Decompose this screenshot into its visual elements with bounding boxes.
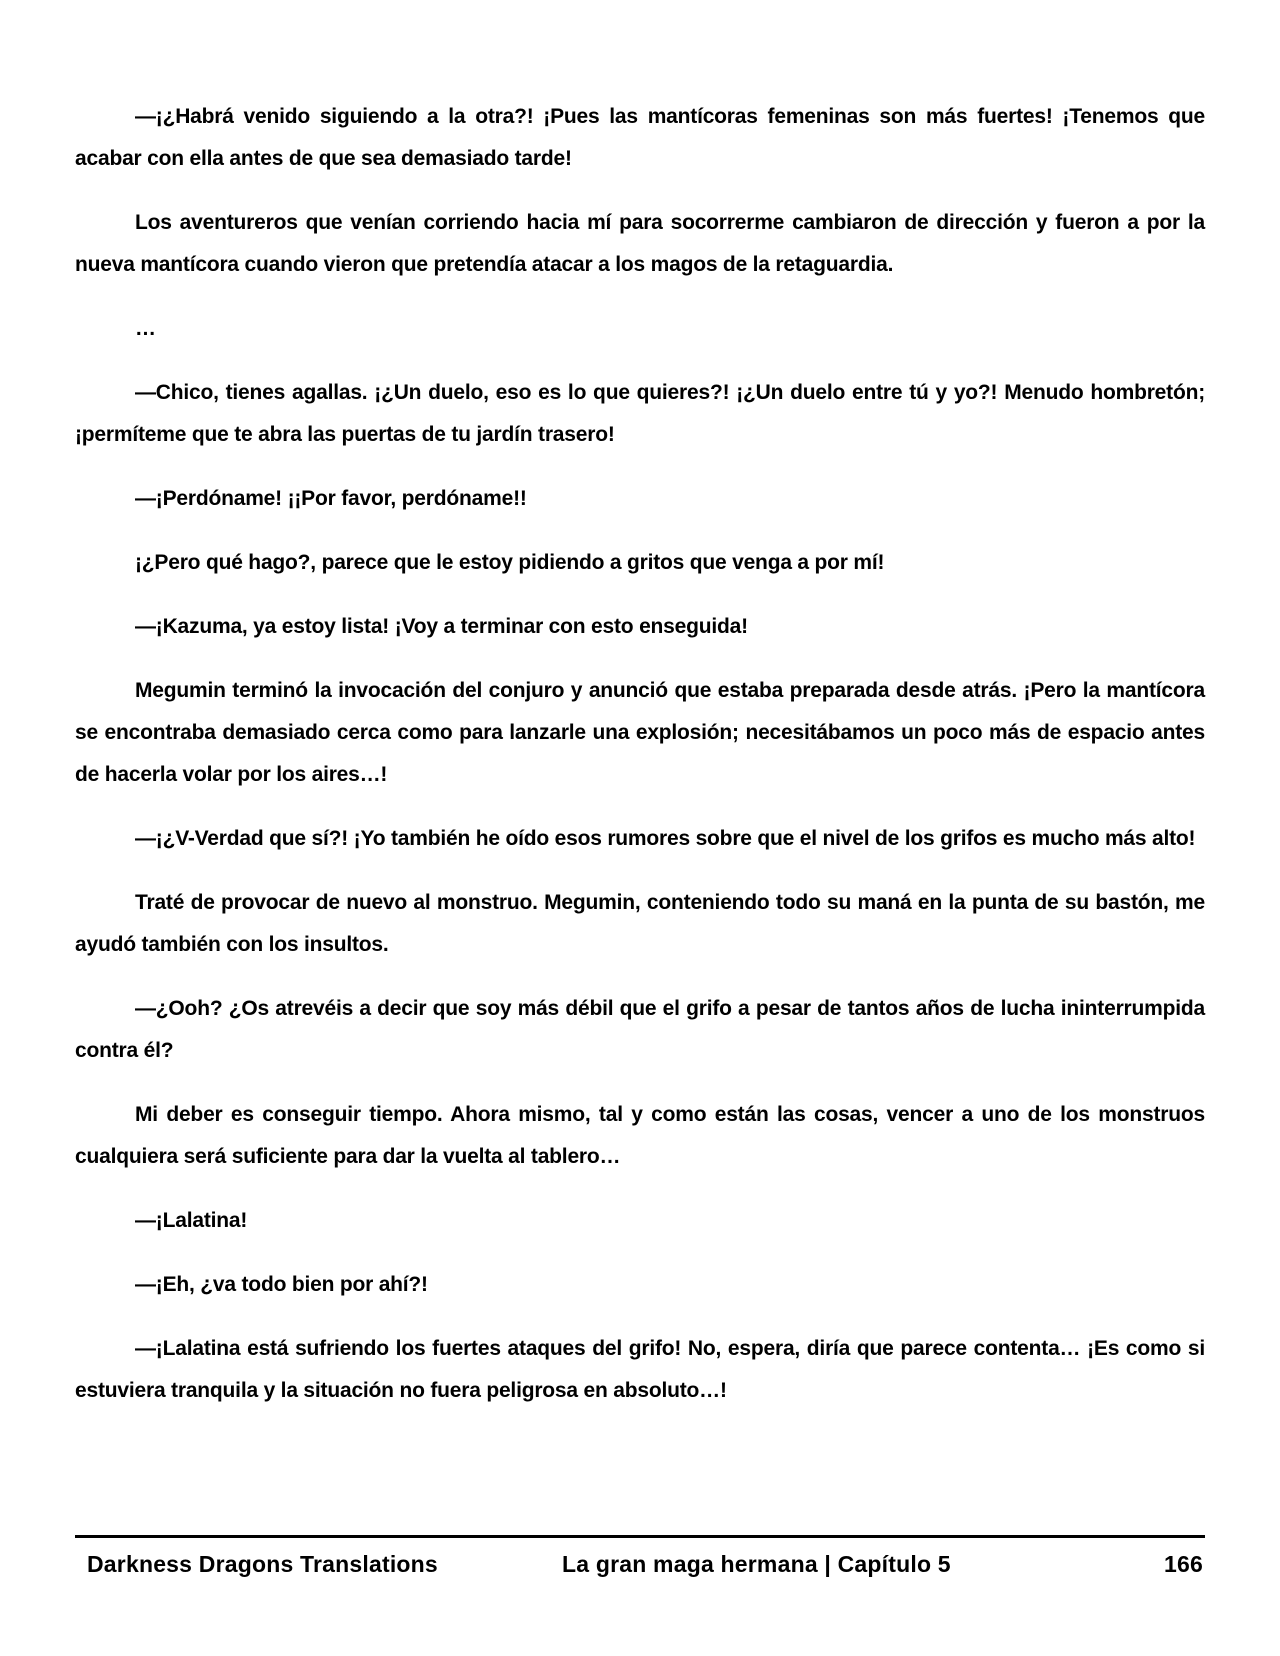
paragraph-14: —¡Eh, ¿va todo bien por ahí?! [135, 1273, 428, 1296]
paragraph-1: —¡¿Habrá venido siguiendo a la otra?! ¡Pues las mantícoras femeninas son más fuertes! ¡Tenemos que acabar con ella antes de que sea demasiado tarde! [75, 105, 1205, 170]
footer-rule [75, 1535, 1205, 1538]
paragraph-11: —¿Ooh? ¿Os atrevéis a decir que soy más débil que el grifo a pesar de tantos años de lucha ininterrumpida contra él? [75, 997, 1205, 1062]
paragraph-8: Megumin terminó la invocación del conjuro y anunció que estaba preparada desde atrás. ¡Pero la mantícora se encontraba demasiado cerca como para lanzarle una explosión; necesitábamos un poco más de espacio antes de hacerla volar por los aires…! [75, 679, 1205, 786]
footer-page-number: 166 [1164, 1551, 1203, 1577]
paragraph-2: Los aventureros que venían corriendo hacia mí para socorrerme cambiaron de dirección y fueron a por la nueva mantícora cuando vieron que pretendía atacar a los magos de la retaguardia. [75, 211, 1205, 276]
footer-translator-credit: Darkness Dragons Translations [87, 1551, 438, 1577]
paragraph-12: Mi deber es conseguir tiempo. Ahora mismo, tal y como están las cosas, vencer a uno de los monstruos cualquiera será suficiente para dar la vuelta al tablero… [75, 1103, 1205, 1168]
page-footer [75, 1545, 1205, 1585]
paragraph-ellipsis: … [135, 317, 156, 340]
paragraph-9: —¡¿V-Verdad que sí?! ¡Yo también he oído esos rumores sobre que el nivel de los grifos es mucho más alto! [135, 827, 1196, 850]
paragraph-13: —¡Lalatina! [135, 1209, 248, 1232]
paragraph-5: —¡Perdóname! ¡¡Por favor, perdóname!! [135, 487, 527, 510]
paragraph-6: ¡¿Pero qué hago?, parece que le estoy pidiendo a gritos que venga a por mí! [135, 551, 885, 574]
paragraph-7: —¡Kazuma, ya estoy lista! ¡Voy a terminar con esto enseguida! [135, 615, 748, 638]
paragraph-15: —¡Lalatina está sufriendo los fuertes ataques del grifo! No, espera, diría que parece contenta… ¡Es como si estuviera tranquila y la situación no fuera peligrosa en absoluto…! [75, 1337, 1205, 1402]
paragraph-10: Traté de provocar de nuevo al monstruo. Megumin, conteniendo todo su maná en la punta de su bastón, me ayudó también con los insultos. [75, 891, 1205, 956]
footer-chapter-title: La gran maga hermana | Capítulo 5 [562, 1551, 951, 1577]
paragraph-4: —Chico, tienes agallas. ¡¿Un duelo, eso es lo que quieres?! ¡¿Un duelo entre tú y yo?! Menudo hombretón; ¡permíteme que te abra las puertas de tu jardín trasero! [75, 381, 1205, 446]
page-body [75, 96, 1205, 1434]
